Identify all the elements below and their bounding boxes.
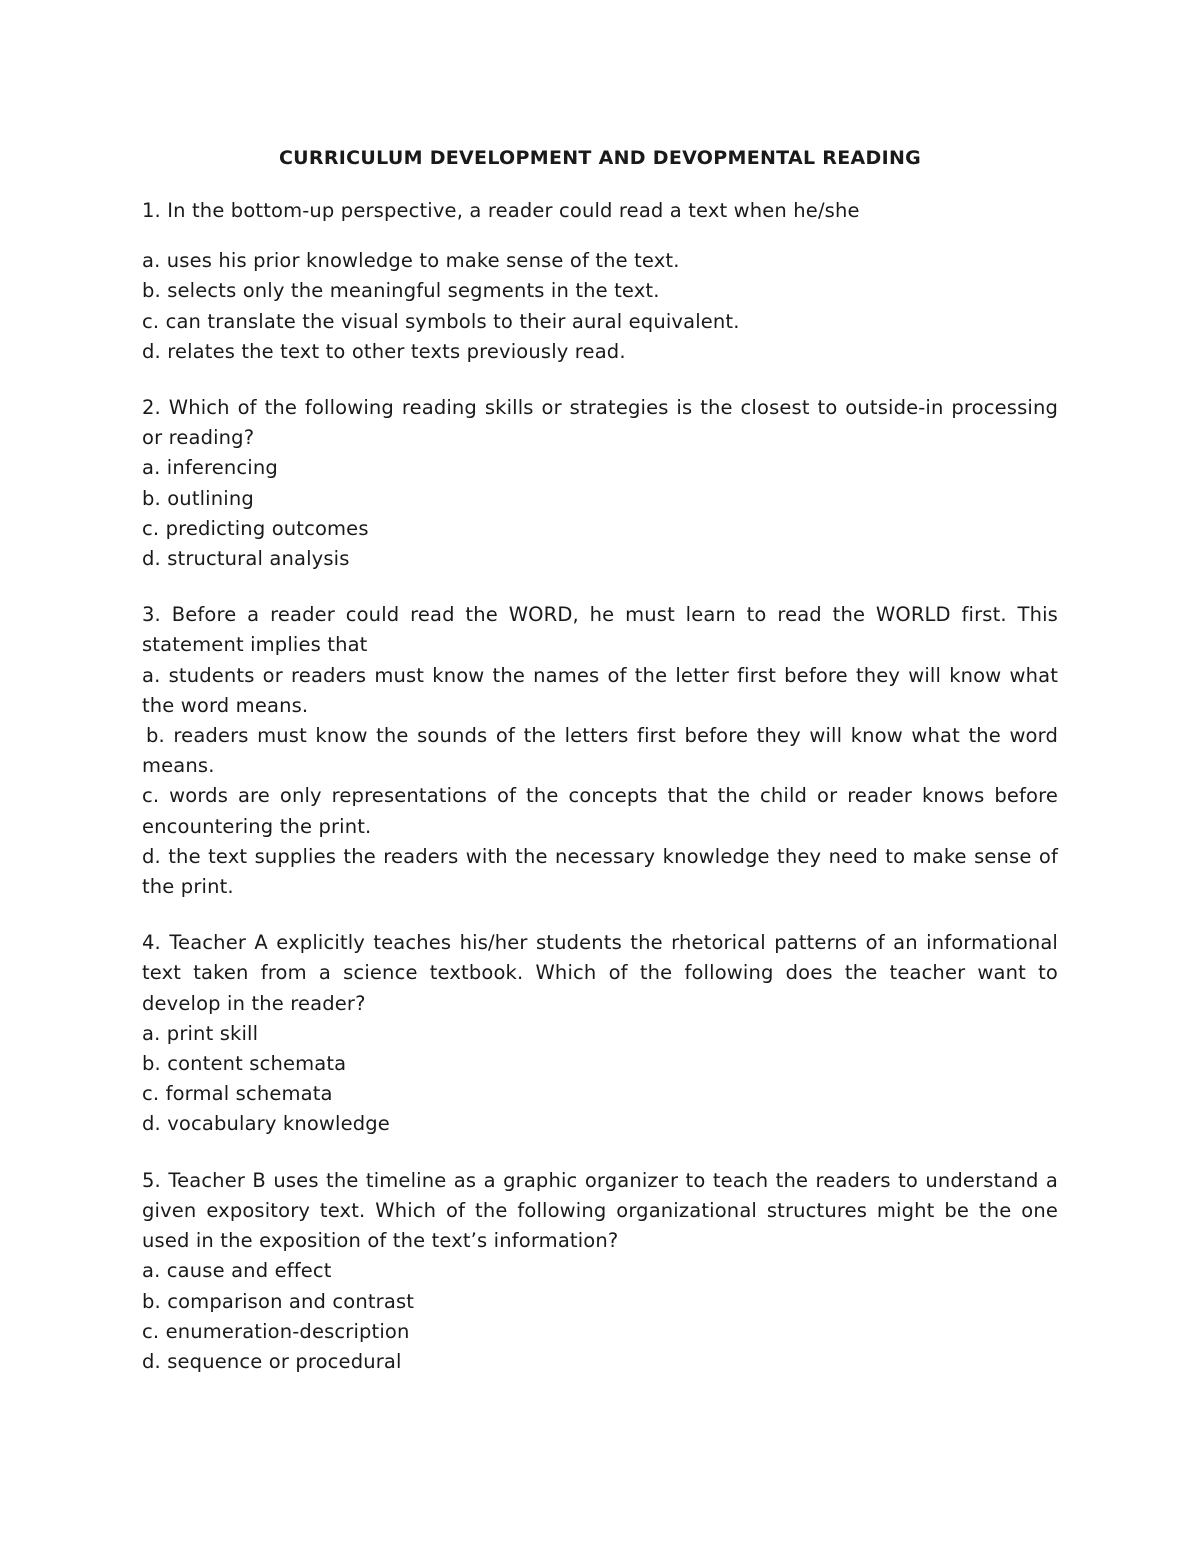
option-a: a. cause and effect xyxy=(142,1259,332,1283)
option-b: b. outlining xyxy=(142,486,254,510)
question-4 xyxy=(142,928,1058,1139)
question-stem: 5. Teacher B uses the timeline as a graphic organizer to teach the readers to understand a given expository text. Which of the following organizational structures might be the one used in the exposition of the text’s information? xyxy=(142,1168,1058,1253)
option-c: c. enumeration-description xyxy=(142,1319,410,1343)
option-b: b. readers must know the sounds of the letters first before they will know what the word means. xyxy=(142,724,1058,778)
option-c: c. can translate the visual symbols to their aural equivalent. xyxy=(142,309,740,333)
option-c: c. words are only representations of the concepts that the child or reader knows before encountering the print. xyxy=(142,784,1058,838)
question-stem: 2. Which of the following reading skills or strategies is the closest to outside-in processing or reading? xyxy=(142,396,1058,450)
option-d: d. the text supplies the readers with the necessary knowledge they need to make sense of the print. xyxy=(142,844,1058,899)
question-stem: 1. In the bottom-up perspective, a reader could read a text when he/she xyxy=(142,199,860,222)
question-3 xyxy=(142,600,1058,902)
question-stem: 3. Before a reader could read the WORD, he must learn to read the WORLD first. This statement implies that xyxy=(142,603,1058,657)
option-c: c. predicting outcomes xyxy=(142,516,369,540)
option-d: d. vocabulary knowledge xyxy=(142,1112,390,1136)
option-c: c. formal schemata xyxy=(142,1082,333,1106)
option-b: b. selects only the meaningful segments in the text. xyxy=(142,279,660,303)
option-b: b. comparison and contrast xyxy=(142,1289,415,1313)
option-b: b. content schemata xyxy=(142,1052,347,1076)
document-page xyxy=(142,143,1058,1403)
option-d: d. sequence or procedural xyxy=(142,1349,402,1373)
option-d: d. relates the text to other texts previously read. xyxy=(142,339,626,363)
question-stem: 4. Teacher A explicitly teaches his/her students the rhetorical patterns of an informational text taken from a science textbook. Which of the following does the teacher want to develop in the reader? xyxy=(142,931,1058,1015)
option-a: a. print skill xyxy=(142,1021,259,1045)
option-a: a. inferencing xyxy=(142,456,278,480)
document-title: CURRICULUM DEVELOPMENT AND DEVOPMENTAL READING xyxy=(278,147,922,169)
question-5 xyxy=(142,1166,1058,1377)
question-1 xyxy=(142,196,1058,367)
option-d: d. structural analysis xyxy=(142,547,350,571)
option-a: a. students or readers must know the names of the letter first before they will know what the word means. xyxy=(142,663,1058,717)
option-a: a. uses his prior knowledge to make sense of the text. xyxy=(142,249,680,273)
question-2 xyxy=(142,393,1058,574)
